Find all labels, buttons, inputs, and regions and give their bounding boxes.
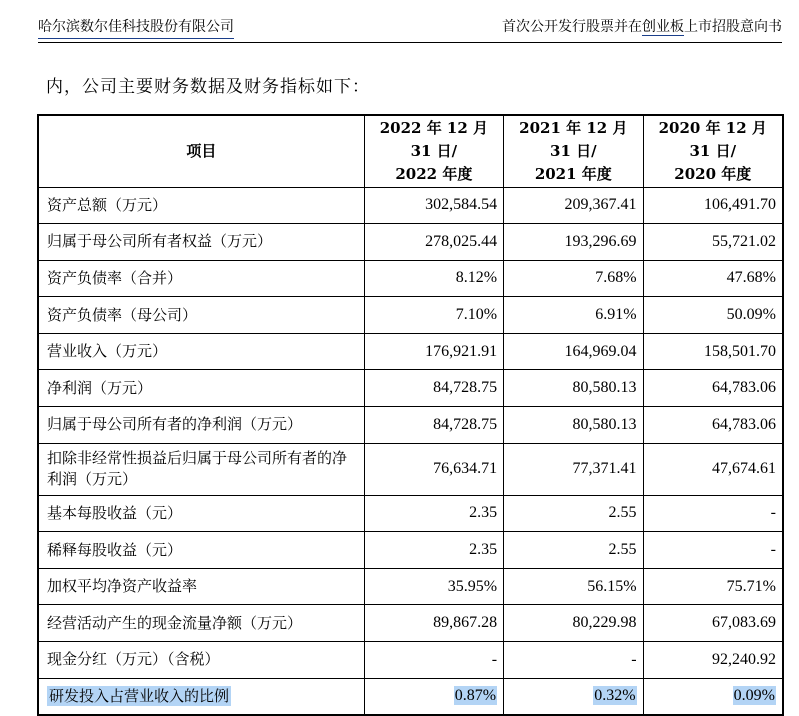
row-label	[38, 495, 364, 532]
row-label-text: 资产总额（万元）	[47, 195, 168, 214]
row-value-text: 80,580.13	[572, 415, 637, 433]
row-value	[504, 605, 643, 642]
table-row	[38, 678, 783, 715]
row-label	[38, 297, 364, 334]
row-label	[38, 187, 364, 224]
row-value-text: 278,025.44	[425, 232, 498, 250]
row-value-text: 2.55	[608, 541, 637, 559]
row-value	[643, 642, 783, 679]
row-value-text: -	[770, 541, 776, 559]
row-value	[504, 407, 643, 444]
doc-title-underlined: 创业板	[642, 19, 684, 35]
row-value	[504, 642, 643, 679]
row-value	[504, 532, 643, 569]
row-value	[643, 443, 783, 495]
row-value-text: 47.68%	[726, 269, 776, 287]
row-value	[364, 532, 503, 569]
row-value	[504, 187, 643, 224]
table-body	[38, 187, 783, 715]
row-value	[504, 678, 643, 715]
row-label	[38, 370, 364, 407]
row-value-text: 76,634.71	[433, 460, 498, 478]
row-value	[364, 370, 503, 407]
row-value	[364, 333, 503, 370]
row-label-text: 营业收入（万元）	[47, 342, 168, 361]
row-value-text: -	[770, 504, 776, 522]
row-value-text: 80,229.98	[572, 614, 637, 632]
col-2020-line2: 31 日/	[689, 141, 737, 160]
row-value-text: 7.68%	[595, 269, 637, 287]
row-value	[643, 495, 783, 532]
table-row	[38, 333, 783, 370]
row-value-text: 7.10%	[455, 306, 498, 324]
table-header-row	[38, 115, 783, 187]
row-value-text: 106,491.70	[704, 196, 776, 214]
row-label-text: 现金分红（万元）（含税）	[47, 650, 220, 669]
col-header-2020	[643, 115, 783, 187]
row-value-text: 64,783.06	[712, 379, 776, 397]
col-header-2021	[504, 115, 643, 187]
row-value-text: 89,867.28	[433, 614, 498, 632]
company-name: 哈尔滨数尔佳科技股份有限公司	[38, 16, 234, 39]
col-2022-line2: 31 日/	[410, 141, 458, 160]
row-label	[38, 443, 364, 495]
table-row	[38, 187, 783, 224]
row-value-text: 176,921.91	[425, 342, 498, 360]
row-label	[38, 224, 364, 261]
row-value	[643, 333, 783, 370]
row-value-text: -	[491, 650, 498, 668]
table-row	[38, 568, 783, 605]
document-title	[502, 16, 782, 38]
row-value-text: 6.91%	[595, 306, 637, 324]
row-value-text: 0.87%	[454, 687, 497, 705]
row-value	[364, 224, 503, 261]
row-value	[364, 297, 503, 334]
row-value-text: -	[631, 650, 637, 668]
table-row	[38, 605, 783, 642]
row-value-text: 0.09%	[733, 687, 775, 705]
row-value-text: 92,240.92	[712, 650, 776, 668]
row-value-text: 64,783.06	[712, 415, 776, 433]
row-label	[38, 678, 364, 715]
row-value-text: 193,296.69	[564, 232, 637, 250]
row-value	[504, 370, 643, 407]
row-label-text: 加权平均净资产收益率	[47, 577, 198, 596]
row-value-text: 2.55	[608, 504, 637, 522]
row-value	[643, 678, 783, 715]
row-value	[643, 532, 783, 569]
row-value	[504, 443, 643, 495]
row-label-text: 归属于母公司所有者权益（万元）	[47, 232, 273, 251]
col-header-item: 项目	[38, 115, 364, 187]
table-row	[38, 407, 783, 444]
table-row	[38, 532, 783, 569]
row-label-text: 研发投入占营业收入的比例	[49, 686, 230, 705]
col-2022-line1: 2022 年 12 月	[379, 118, 489, 137]
header-rule	[38, 42, 782, 43]
row-label	[38, 260, 364, 297]
row-value-text: 84,728.75	[433, 379, 498, 397]
row-value	[643, 187, 783, 224]
row-label	[38, 532, 364, 569]
intro-text: 内，公司主要财务数据及财务指标如下：	[46, 77, 370, 97]
page-header	[38, 16, 782, 40]
row-value	[504, 224, 643, 261]
row-value	[364, 605, 503, 642]
row-label-text: 基本每股收益（元）	[47, 503, 183, 522]
row-label	[38, 407, 364, 444]
row-value-text: 8.12%	[455, 269, 498, 287]
doc-title-suffix: 上市招股意向书	[684, 19, 782, 35]
row-value	[364, 568, 503, 605]
row-value	[364, 443, 503, 495]
col-2020-line1: 2020 年 12 月	[658, 118, 767, 137]
col-2022-line3: 2022 年度	[395, 164, 473, 183]
row-value-text: 55,721.02	[712, 232, 776, 250]
row-value	[504, 333, 643, 370]
row-value-text: 80,580.13	[572, 379, 637, 397]
row-label-text: 净利润（万元）	[47, 378, 153, 397]
row-value	[504, 260, 643, 297]
row-value-text: 164,969.04	[564, 342, 637, 360]
financial-table	[37, 114, 784, 716]
table-row	[38, 224, 783, 261]
row-value	[364, 642, 503, 679]
row-label-text: 资产负债率（合并）	[47, 268, 183, 287]
row-label	[38, 333, 364, 370]
row-label-text: 资产负债率（母公司）	[47, 305, 198, 324]
col-2020-line3: 2020 年度	[674, 164, 752, 183]
row-value	[643, 605, 783, 642]
row-value	[643, 568, 783, 605]
row-value-text: 2.35	[469, 504, 498, 522]
row-value-text: 35.95%	[447, 577, 498, 595]
row-value	[643, 260, 783, 297]
row-label-text: 稀释每股收益（元）	[47, 540, 183, 559]
col-2021-line3: 2021 年度	[534, 164, 612, 183]
table-row	[38, 370, 783, 407]
row-value	[364, 495, 503, 532]
table-row	[38, 260, 783, 297]
row-value	[643, 224, 783, 261]
table-row	[38, 642, 783, 679]
row-value	[364, 260, 503, 297]
row-value	[364, 407, 503, 444]
row-value	[504, 568, 643, 605]
table-row	[38, 297, 783, 334]
row-label	[38, 642, 364, 679]
row-value-text: 2.35	[469, 541, 498, 559]
row-value-text: 84,728.75	[433, 415, 498, 433]
row-value	[364, 678, 503, 715]
row-value-text: 56.15%	[587, 577, 637, 595]
row-value	[504, 297, 643, 334]
row-value-text: 75.71%	[726, 577, 776, 595]
table-row	[38, 443, 783, 495]
row-value-text: 47,674.61	[712, 460, 776, 478]
row-value	[643, 297, 783, 334]
row-value-text: 77,371.41	[572, 460, 637, 478]
row-value-text: 0.32%	[594, 687, 636, 705]
row-value-text: 302,584.54	[425, 196, 498, 214]
col-2021-line2: 31 日/	[550, 141, 597, 160]
row-value-text: 209,367.41	[564, 196, 637, 214]
table-row	[38, 495, 783, 532]
row-value	[643, 407, 783, 444]
col-header-2022	[364, 115, 503, 187]
row-label	[38, 605, 364, 642]
row-label	[38, 568, 364, 605]
row-value-text: 50.09%	[726, 306, 776, 324]
row-value	[643, 370, 783, 407]
col-2021-line1: 2021 年 12 月	[519, 118, 628, 137]
row-label-text: 归属于母公司所有者的净利润（万元）	[47, 415, 303, 434]
doc-title-prefix: 首次公开发行股票并在	[502, 19, 642, 35]
row-value	[504, 495, 643, 532]
row-label-text: 经营活动产生的现金流量净额（万元）	[47, 613, 303, 632]
row-value	[364, 187, 503, 224]
row-label-text: 扣除非经常性损益后归属于母公司所有者的净利润（万元）	[47, 449, 348, 489]
row-value-text: 67,083.69	[712, 614, 776, 632]
row-value-text: 158,501.70	[704, 342, 776, 360]
